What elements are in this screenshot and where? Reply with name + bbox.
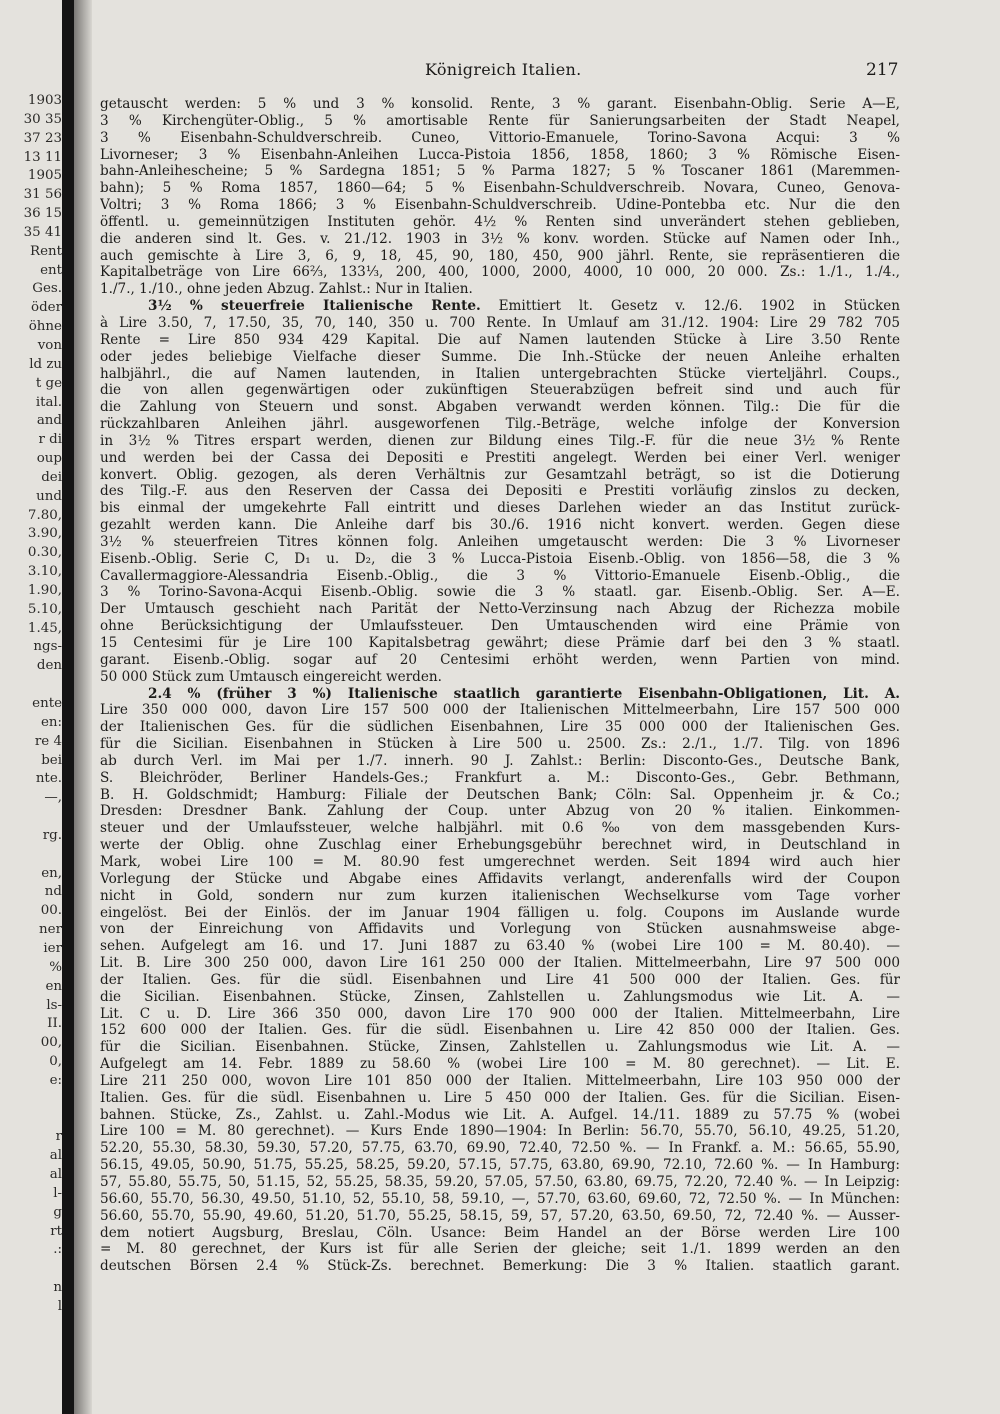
margin-fragment: 0, bbox=[49, 1054, 62, 1070]
margin-fragment: von bbox=[37, 337, 62, 353]
text-line: der Italienischen Ges. für die südlichen Eisenbahnen, Lire 35 000 000 der Italienischen Ges. bbox=[100, 719, 900, 736]
margin-fragment: oup bbox=[36, 451, 62, 467]
margin-fragment: and bbox=[36, 413, 62, 429]
running-title: Königreich Italien. bbox=[425, 60, 582, 79]
text-line: öffentl. u. gemeinnützigen Instituten gehör. 4½ % Renten sind unverändert stehen geblieben, bbox=[100, 213, 900, 230]
text-line: Dresden: Dresdner Bank. Zahlung der Coup. unter Abzug von 20 % italien. Einkommen- bbox=[100, 803, 900, 820]
margin-fragment: öder bbox=[31, 300, 62, 316]
margin-fragment bbox=[0, 676, 62, 695]
book-gutter-edge bbox=[74, 0, 92, 1414]
text-line: 3½ % steuerfreien Titres können folg. Anleihen umgetauscht werden: Die 3 % Livorneser bbox=[100, 533, 900, 550]
text-line: ab durch Verl. im Mai per 1./7. innerh. 90 J. Zahlst.: Berlin: Disconto-Ges., Deutsche Bank, bbox=[100, 752, 900, 769]
text-line: die von allen gegenwärtigen oder zukünftigen Steuerabzügen befreit sind und auch für bbox=[100, 382, 900, 399]
text-line: 1./7., 1./10., ohne jeden Abzug. Zahlst.: Nur in Italien. bbox=[100, 281, 473, 298]
text-line: Lire 350 000 000, davon Lire 157 500 000 der Italienischen Mittelmeerbahn, Lire 157 500 000 bbox=[100, 702, 900, 719]
text-line: die Zahlung von Steuern und sonst. Abgaben verwandt werden können. Tilg.: Die für die bbox=[100, 399, 900, 416]
page-number: 217 bbox=[866, 60, 899, 80]
margin-fragment: und bbox=[36, 488, 62, 504]
text-line: dem notiert Augsburg, Breslau, Cöln. Usance: Beim Handel an der Börse werden Lire 100 bbox=[100, 1224, 900, 1241]
text-line: 3 % Eisenbahn-Schuldverschreib. Cuneo, Vittorio-Emanuele, Torino-Savona Acqui: 3 % bbox=[100, 129, 900, 146]
text-line: 56.60, 55.70, 56.30, 49.50, 51.10, 52, 55.10, 58, 59.10, —, 57.70, 63.60, 69.60, 72, 72.50 %. — In München: bbox=[100, 1190, 900, 1207]
margin-fragment: 1.45, bbox=[27, 620, 62, 636]
text-line: 3 % Torino-Savona-Acqui Eisenb.-Oblig. sowie die 3 % staatl. gar. Eisenb.-Oblig. Ser. A—E. bbox=[100, 584, 900, 601]
text-line: Cavallermaggiore-Alessandria Eisenb.-Oblig., die 3 % Vittorio-Emanuele Eisenb.-Oblig., die bbox=[100, 567, 900, 584]
margin-fragment: Ges. bbox=[32, 281, 62, 297]
margin-fragment: t ge bbox=[35, 375, 62, 391]
margin-fragment: .: bbox=[53, 1242, 62, 1258]
text-line: von der Einreichung von Affidavits und Vorlegung von Stücken ausnahmsweise abge- bbox=[100, 921, 900, 938]
text-line: werte der Oblig. ohne Zuschlag einer Erhebungsgebühr berechnet wird, in Deutschland in bbox=[100, 837, 900, 854]
margin-fragment: rt bbox=[50, 1223, 62, 1239]
margin-fragment: % bbox=[49, 959, 62, 975]
text-line: und werden bei der Cassa dei Depositi e Prestiti angelegt. Werden bei einer Verl. weniger bbox=[100, 449, 900, 466]
text-line: Lit. B. Lire 300 250 000, davon Lire 161 250 000 der Italien. Mittelmeerbahn, Lire 97 500 000 bbox=[100, 955, 900, 972]
margin-fragment: ent bbox=[40, 262, 62, 278]
text-line: 56.60, 55.70, 55.90, 49.60, 51.20, 51.70, 55.25, 58.15, 59, 57, 57.20, 63.50, 69.50, 72, 72.40 %. — Ausser- bbox=[100, 1207, 900, 1224]
text-line: eingelöst. Bei der Einlös. der im Januar 1904 fälligen u. folg. Coupons im Auslande wurde bbox=[100, 904, 900, 921]
text-line: Vorlegung der Stücke und Abgabe eines Affidavits verlangt, anderenfalls wird der Coupon bbox=[100, 870, 900, 887]
margin-fragment: ner bbox=[39, 922, 62, 938]
text-line: Lit. C u. D. Lire 366 350 000, davon Lire 170 900 000 der Italien. Mittelmeerbahn, Lire bbox=[100, 1005, 900, 1022]
margin-fragment: bei bbox=[41, 752, 62, 768]
margin-fragment: ente bbox=[32, 696, 62, 711]
text-line: die Sicilian. Eisenbahnen. Stücke, Zinsen, Zahlstellen u. Zahlungsmodus wie Lit. A. — bbox=[100, 988, 900, 1005]
margin-fragment: en, bbox=[41, 865, 62, 881]
margin-fragment: 37 23 bbox=[23, 130, 62, 146]
text-line: des Tilg.-F. aus den Reserven der Cassa dei Depositi e Prestiti vorläufig zinslos zu decken, bbox=[100, 483, 900, 500]
text-line: halbjährl., die auf Namen lautenden, in Italien untergebrachten Stücke vierteljährl. Coups., bbox=[100, 365, 900, 382]
margin-fragment: 30 35 bbox=[23, 111, 62, 127]
text-line: 57, 55.80, 55.75, 50, 51.15, 52, 55.25, 58.35, 59.20, 57.05, 57.50, 63.80, 69.75, 72.20, 72.40 %. — In Leipzig: bbox=[100, 1174, 900, 1190]
margin-fragment: g bbox=[53, 1204, 62, 1220]
margin-fragment: re 4 bbox=[34, 733, 62, 749]
text-line: Eisenb.-Oblig. Serie C, D₁ u. D₂, die 3 % Lucca-Pistoia Eisenb.-Oblig. von 1856—58, die 3 % bbox=[100, 550, 900, 567]
text-line: 56.15, 49.05, 50.90, 51.75, 55.25, 58.25, 59.20, 57.15, 57.75, 63.80, 69.90, 72.10, 72.60 %. — In Hamburg: bbox=[100, 1157, 900, 1174]
margin-fragment: öhne bbox=[28, 319, 62, 335]
margin-fragment: l- bbox=[53, 1185, 62, 1201]
text-line: auch gemischte à Lire 3, 6, 9, 18, 45, 90, 180, 450, 900 jährl. Rente, sie repräsentieren die bbox=[100, 247, 900, 264]
margin-fragment bbox=[0, 808, 62, 827]
margin-fragment: 1.90, bbox=[27, 582, 62, 598]
margin-fragment bbox=[0, 846, 62, 865]
text-line: 15 Centesimi für je Lire 100 Kapitalsbetrag gewährt; diese Prämie darf bei den 3 % staatl. bbox=[100, 635, 900, 651]
margin-fragment: 0.30, bbox=[27, 545, 62, 561]
margin-fragment: rg. bbox=[42, 827, 62, 843]
body-text-column bbox=[100, 96, 900, 1275]
text-line: nicht in Gold, sondern nur zum kurzen italienischen Wechselkurse vom Tage vorher bbox=[100, 887, 900, 904]
text-line: B. H. Goldschmidt; Hamburg: Filiale der Deutschen Bank; Cöln: Sal. Oppenheim jr. & Co.; bbox=[100, 786, 900, 803]
margin-fragment: n bbox=[53, 1280, 62, 1296]
margin-fragment: dei bbox=[41, 469, 62, 485]
text-line: getauscht werden: 5 % und 3 % konsolid. Rente, 3 % garant. Eisenbahn-Oblig. Serie A—E, bbox=[100, 96, 900, 112]
text-line: 152 600 000 der Italien. Ges. für die südl. Eisenbahnen u. Lire 42 850 000 der Italien. Ges. bbox=[100, 1022, 900, 1039]
text-line: 52.20, 55.30, 58.30, 59.30, 57.20, 57.75, 63.70, 69.90, 72.40, 72.50 %. — In Frankf. a. M.: 56.65, 55.90, bbox=[100, 1140, 900, 1157]
text-line: rückzahlbaren Anleihen jährl. ausgeworfenen Tilg.-Beträge, welche infolge der Konversion bbox=[100, 416, 900, 433]
text-line: 2.4 % (früher 3 %) Italienische staatlich garantierte Eisenbahn-Obligationen, Lit. A. bbox=[148, 685, 900, 702]
text-line: für die Sicilian. Eisenbahnen in Stücken à Lire 500 u. 2500. Zs.: 2./1., 1./7. Tilg. von 1896 bbox=[100, 736, 900, 753]
text-line: bahnen. Stücke, Zs., Zahlst. u. Zahl.-Modus wie Lit. A. Aufgel. 14./11. 1889 zu 57.75 % (wobei bbox=[100, 1106, 900, 1123]
text-line: ohne Berücksichtigung der Umlaufssteuer. Den Umtauschenden wird eine Prämie von bbox=[100, 618, 900, 635]
text-line: für die Sicilian. Eisenbahnen. Stücke, Zinsen, Zahlstellen u. Zahlungsmodus wie Lit. A. — bbox=[100, 1039, 900, 1056]
text-line: = M. 80 gerechnet, der Kurs ist für alle Serien der gleiche; seit 1./1. 1899 werden an den bbox=[100, 1241, 900, 1258]
text-line: Voltri; 3 % Roma 1866; 3 % Eisenbahn-Schuldverschreib. Udine-Pontebba etc. Nur die den bbox=[100, 197, 900, 214]
text-line: gezahlt werden kann. Die Anleihe darf bis 30./6. 1916 nicht konvert. werden. Gegen diese bbox=[100, 517, 900, 534]
text-line: 3 % Kirchengüter-Oblig., 5 % amortisable Rente für Sanierungsarbeiten der Stadt Neapel, bbox=[100, 112, 900, 129]
margin-fragment: ngs- bbox=[33, 639, 62, 655]
margin-fragment: —, bbox=[44, 790, 62, 806]
text-line: Italien. Ges. für die südl. Eisenbahnen u. Lire 5 450 000 der Italien. Ges. für die Sicilian. Eisen- bbox=[100, 1089, 900, 1106]
text-line: in 3½ % Titres erspart werden, dienen zur Bildung eines Tilg.-F. für die neue 3½ % Rente bbox=[100, 432, 900, 449]
margin-fragment: den bbox=[36, 658, 62, 674]
margin-fragment: 35 41 bbox=[23, 224, 62, 240]
text-line: konvert. Oblig. gezogen, als deren Verhältnis zur Gesamtzahl beträgt, so ist die Dotierung bbox=[100, 466, 900, 483]
text-line: deutschen Börsen 2.4 % Stück-Zs. berechnet. Bemerkung: Die 3 % Italien. staatlich garant. bbox=[100, 1258, 900, 1275]
margin-fragment: 31 56 bbox=[23, 187, 62, 203]
margin-fragment: 1903 bbox=[27, 93, 62, 108]
text-line: Livorneser; 3 % Eisenbahn-Anleihen Lucca-Pistoia 1856, 1858, 1860; 3 % Römische Eisen- bbox=[100, 146, 900, 163]
text-line: die anderen sind lt. Ges. v. 21./12. 1903 in 3½ % konv. worden. Stücke auf Namen oder Inh., bbox=[100, 230, 900, 247]
margin-fragment: al bbox=[49, 1148, 62, 1164]
text-line: sehen. Aufgelegt am 16. und 17. Juni 1887 zu 63.40 % (wobei Lire 100 = M. 80.40). — bbox=[100, 938, 900, 955]
margin-fragment: Rent bbox=[29, 243, 62, 259]
text-line: 50 000 Stück zum Umtausch eingereicht werden. bbox=[100, 668, 442, 685]
text-line: garant. Eisenb.-Oblig. sogar auf 20 Centesimi erhöht werden, wenn Partien von mind. bbox=[100, 651, 900, 668]
margin-fragment: al bbox=[49, 1167, 62, 1183]
text-line: Der Umtausch geschieht nach Parität der Netto-Verzinsung nach Abzug der Richezza mobile bbox=[100, 601, 900, 618]
text-line: Mark, wobei Lire 100 = M. 80.90 fest umgerechnet werden. Seit 1894 wird auch hier bbox=[100, 853, 900, 870]
margin-fragment: ier bbox=[43, 940, 62, 956]
margin-fragment: II. bbox=[47, 1016, 62, 1032]
margin-fragment: 7.80, bbox=[27, 507, 62, 523]
margin-fragment: 36 15 bbox=[23, 206, 62, 222]
margin-fragment: r di bbox=[38, 432, 62, 448]
margin-fragment: ital. bbox=[35, 394, 62, 410]
text-line: Aufgelegt am 14. Febr. 1889 zu 58.60 % (wobei Lire 100 = M. 80 gerechnet). — Lit. E. bbox=[100, 1056, 900, 1073]
margin-fragment: 3.90, bbox=[27, 526, 62, 542]
margin-fragment: 00, bbox=[40, 1035, 62, 1051]
facing-page-margin-fragments bbox=[0, 92, 62, 1392]
margin-fragment bbox=[0, 1110, 62, 1129]
margin-fragment: nd bbox=[44, 884, 62, 900]
margin-fragment: r bbox=[55, 1129, 62, 1145]
text-line: S. Bleichröder, Berliner Handels-Ges.; Frankfurt a. M.: Disconto-Ges., Gebr. Bethmann, bbox=[100, 769, 900, 786]
margin-fragment: en: bbox=[40, 714, 62, 730]
margin-fragment: ls- bbox=[46, 997, 62, 1013]
text-line: Lire 100 = M. 80 gerechnet). — Kurs Ende 1890—1904: In Berlin: 56.70, 55.70, 56.10, 49.25, 51.20, bbox=[100, 1123, 900, 1140]
text-line: oder jedes beliebige Vielfache dieser Summe. Die Inh.-Stücke der neuen Anleihe erhalten bbox=[100, 348, 900, 365]
margin-fragment: 3.10, bbox=[27, 564, 62, 580]
margin-fragment: 00. bbox=[40, 903, 62, 919]
text-line: steuer und der Umlaufssteuer, welche halbjährl. mit 0.6 ‰ von dem massgebenden Kurs- bbox=[100, 820, 900, 837]
text-line: Lire 211 250 000, wovon Lire 101 850 000 der Italien. Mittelmeerbahn, Lire 103 950 000 der bbox=[100, 1072, 900, 1089]
margin-fragment: en bbox=[45, 978, 62, 994]
text-line: der Italien. Ges. für die südl. Eisenbahnen und Lire 41 500 000 der Italien. Ges. für bbox=[100, 971, 900, 988]
text-line: à Lire 3.50, 7, 17.50, 35, 70, 140, 350 u. 700 Rente. In Umlauf am 31./12. 1904: Lire 29 782 705 bbox=[100, 314, 900, 331]
text-line: Rente = Lire 850 934 429 Kapital. Die auf Namen lautenden Stücke à Lire 3.50 Rente bbox=[100, 331, 900, 348]
margin-fragment bbox=[0, 1091, 62, 1110]
book-gutter-shadow bbox=[62, 0, 74, 1414]
margin-fragment: 13 11 bbox=[23, 149, 62, 165]
margin-fragment: l bbox=[57, 1299, 62, 1314]
margin-fragment: nte. bbox=[35, 771, 62, 787]
margin-fragment: 5.10, bbox=[27, 601, 62, 617]
margin-fragment: e: bbox=[49, 1072, 62, 1088]
text-line: bis einmal der umgekehrte Fall eintritt und dieses Darlehen wieder an das Institut zurück- bbox=[100, 500, 900, 517]
text-line: bahn); 5 % Roma 1857, 1860—64; 5 % Eisenbahn-Schuldverschreib. Novara, Cuneo, Genova- bbox=[100, 180, 900, 197]
margin-fragment: ld zu bbox=[29, 356, 62, 372]
text-line: Kapitalbeträge von Lire 66⅔, 133⅓, 200, 400, 1000, 2000, 4000, 10 000, 20 000. Zs.: 1./1., 1./4., bbox=[100, 264, 900, 281]
margin-fragment bbox=[0, 1260, 62, 1279]
text-line: 3½ % steuerfreie Italienische Rente. Emittiert lt. Gesetz v. 12./6. 1902 in Stücken bbox=[148, 298, 900, 315]
text-line: bahn-Anleihescheine; 5 % Sardegna 1851; 5 % Parma 1827; 5 % Toscaner 1861 (Maremmen- bbox=[100, 163, 900, 180]
margin-fragment: 1905 bbox=[27, 168, 62, 184]
